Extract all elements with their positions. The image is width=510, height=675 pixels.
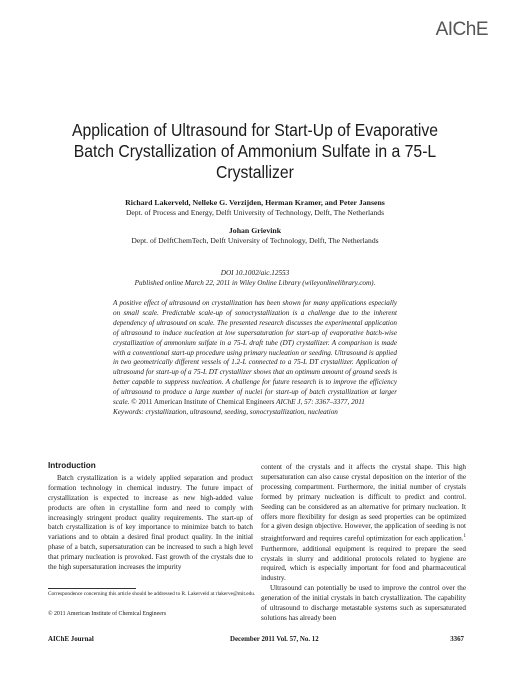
page-number: 3367 [450,636,464,643]
abstract-citation: AIChE J, 57: 3367–3377, 2011 [276,398,365,407]
keywords: Keywords: crystallization, ultrasound, seeding, sonocrystallization, nucleation [113,407,338,416]
body-paragraph-2: Ultrasound can potentially be used to improve the control over the generation of the initial crystals in batch crystallization. The capability of ultrasound to discharge metastable systems such as supersaturated solutions has already been [261,584,466,622]
introduction-heading: Introduction [48,461,96,470]
article-title: Application of Ultrasound for Start-Up of Evaporative Batch Crystallization of Ammonium Sulfate in a 75-L Crystallizer [72,120,438,182]
intro-paragraph: Batch crystallization is a widely applied separation and product formation technology in chemical industry. The future impact of crystallization is expected to increase as new high-added value products are often in crystalline form and need to comply with increasingly stringent product quality requirements. The start-up of batch crystallization is of key importance to minimize batch to batch variations and to obtain a desired final product quality. In the initial phase of a batch, supersaturation can be increased to such a high level that primary nucleation is provoked. Fast growth of the crystals due to the high supersaturation increases the impurity [48,473,253,572]
correspondence-footnote: Correspondence concerning this article should be addressed to R. Lakerveld at rlakerve@mit.edu. [48,591,256,597]
footer-issue: December 2011 Vol. 57, No. 12 [230,636,319,643]
body-paragraph-1-tail: Furthermore, additional equipment is required to prepare the seed crystals in slurry and additional protocols related to hygiene are required, which is especially important for food and pharmaceutical industry. [261,544,466,583]
abstract [113,299,397,418]
abstract-copyright: © 2011 American Institute of Chemical Engineers [131,398,275,407]
doi: DOI 10.1002/aic.12553 [220,269,290,277]
left-column [48,461,253,573]
published-online: Published online March 22, 2011 in Wiley Online Library (wileyonlinelibrary.com). [134,279,376,287]
authors-primary: Richard Lakerveld, Nelleke G. Verzijden, Herman Kramer, and Peter Jansens [125,198,385,207]
body-paragraph-1 [261,463,466,584]
abstract-text: A positive effect of ultrasound on crystallization has been shown for many applications especially on small scale. Predictable scale-up of sonocrystallization is a challenge due to the inherent dependency of ultrasound on scale. The presented research discusses the experimental application of ultrasound to induce nucleation at low supersaturation for start-up of evaporative batch-wise crystallization of ammonium sulfate in a 75-L draft tube (DT) crystallizer. A comparison is made with a conventional start-up procedure using primary nucleation or seeding. Ultrasound is applied in two geometrically different vessels of 1.2-L connected to a 75-L DT crystallizer. Application of ultrasound for start-up of a 75-L DT crystallizer shows that an optimum amount of ground seeds is better capable to suppress nucleation. A challenge for future research is to improve the efficiency of ultrasound to produce a large number of nuclei for start-up of batch crystallization at larger scale. [113,299,397,407]
affiliation-secondary: Dept. of DelftChemTech, Delft University of Technology, Delft, The Netherlands [131,236,379,245]
copyright-notice: © 2011 American Institute of Chemical Engineers [48,611,167,617]
footnote-rule [48,588,136,589]
body-paragraph-1-text: content of the crystals and it affects the crystal shape. This high supersaturation can also cause crystal deposition on the interior of the processing compartment. Furthermore, the initial number of crystals formed by primary nucleation is difficult to predict and control. Seeding can be considered as an alternative for primary nucleation. It offers more flexibility for design as seed properties can be optimized for a given design objective. However, the application of seeding is not straightforward and requires careful optimization for each application. [261,463,466,543]
author-block [40,198,470,246]
publication-info [40,268,470,288]
authors-secondary: Johan Grievink [228,226,282,235]
right-column [261,463,466,624]
affiliation-primary: Dept. of Process and Energy, Delft University of Technology, Delft, The Netherlands [125,208,385,217]
footer-journal: AIChE Journal [48,636,94,643]
journal-logo: AIChE [435,19,488,40]
reference-marker[interactable]: 1 [463,534,466,540]
